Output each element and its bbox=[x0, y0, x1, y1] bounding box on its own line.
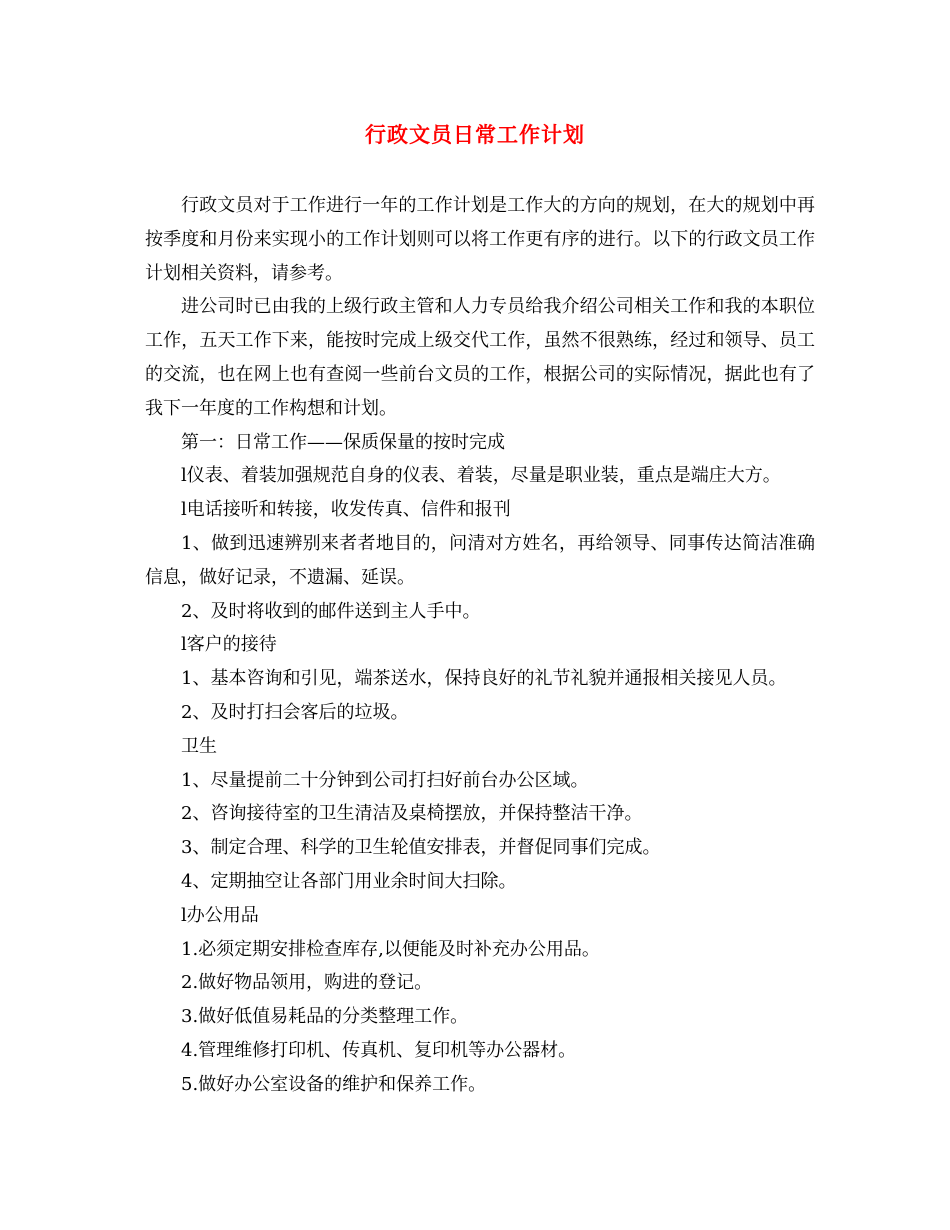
list-item-supplies-5: 5.做好办公室设备的维护和保养工作。 bbox=[181, 1073, 487, 1095]
list-item-supplies-4: 4.管理维修打印机、传真机、复印机等办公器材。 bbox=[181, 1039, 577, 1061]
list-item-supplies: l办公用品 bbox=[181, 904, 259, 926]
list-item-appearance: l仪表、着装加强规范自身的仪表、着装，尽量是职业装，重点是端庄大方。 bbox=[181, 465, 781, 487]
list-item-hygiene-4: 4、定期抽空让各部门用业余时间大扫除。 bbox=[181, 870, 517, 892]
background-paragraph: 进公司时已由我的上级行政主管和人力专员给我介绍公司相关工作和我的本职位工作，五天工作下来，能按时完成上级交代工作，虽然不很熟练，经过和领导、员工的交流，也在网上也有查阅一些前台文员的工作，根据公司的实际情况，据此也有了我下一年度的工作构想和计划。 bbox=[145, 296, 815, 419]
list-item-phone: l电话接听和转接，收发传真、信件和报刊 bbox=[181, 499, 511, 521]
list-item-supplies-1: 1.必须定期安排检查库存,以便能及时补充办公用品。 bbox=[181, 938, 600, 960]
list-item-supplies-2: 2.做好物品领用，购进的登记。 bbox=[181, 972, 433, 994]
list-item-reception-2: 2、及时打扫会客后的垃圾。 bbox=[181, 701, 409, 723]
document-title: 行政文员日常工作计划 bbox=[365, 122, 585, 147]
intro-paragraph: 行政文员对于工作进行一年的工作计划是工作大的方向的规划，在大的规划中再按季度和月份来实现小的工作计划则可以将工作更有序的进行。以下的行政文员工作计划相关资料，请参考。 bbox=[145, 195, 815, 284]
list-item-supplies-3: 3.做好低值易耗品的分类整理工作。 bbox=[181, 1006, 469, 1028]
list-item-reception: l客户的接待 bbox=[181, 634, 277, 656]
list-item-hygiene: 卫生 bbox=[181, 735, 217, 757]
list-item-hygiene-1: 1、尽量提前二十分钟到公司打扫好前台办公区域。 bbox=[181, 769, 589, 791]
list-item-phone-2: 2、及时将收到的邮件送到主人手中。 bbox=[181, 600, 481, 622]
list-item-hygiene-2: 2、咨询接待室的卫生清洁及桌椅摆放，并保持整洁干净。 bbox=[181, 803, 643, 825]
section-heading-daily-work: 第一：日常工作——保质保量的按时完成 bbox=[181, 431, 505, 453]
list-item-phone-1: 1、做到迅速辨别来者者地目的，问清对方姓名，再给领导、同事传达简洁准确信息，做好记录，不遗漏、延误。 bbox=[145, 532, 815, 588]
list-item-hygiene-3: 3、制定合理、科学的卫生轮值安排表，并督促同事们完成。 bbox=[181, 837, 661, 859]
document-body bbox=[145, 189, 815, 1102]
list-item-reception-1: 1、基本咨询和引见，端茶送水，保持良好的礼节礼貌并通报相关接见人员。 bbox=[181, 668, 787, 690]
